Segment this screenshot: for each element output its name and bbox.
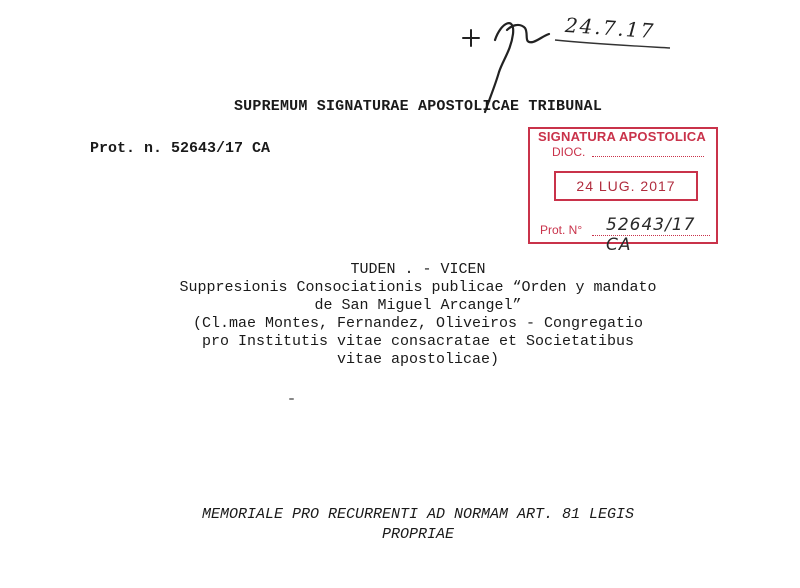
case-line: TUDEN . - VICEN (350, 261, 486, 278)
case-line: de San Miguel Arcangel” (314, 297, 522, 314)
memoriale-heading (0, 505, 800, 545)
scan-speck (289, 398, 294, 400)
memoriale-line: MEMORIALE PRO RECURRENTI AD NORMAM ART. 81 LEGIS (201, 506, 635, 523)
stamp-header: SIGNATURA APOSTOLICA (538, 129, 706, 144)
handwritten-date: 24.7.17 (564, 12, 657, 44)
case-line: vitae apostolicae) (336, 351, 500, 368)
case-line: pro Institutis vitae consacratae et Societatibus (201, 333, 635, 350)
stamp-prot-value: 52643/17 CA (606, 215, 696, 255)
stamp-dioc-dotted-line (592, 156, 704, 157)
case-heading (0, 261, 800, 369)
case-line: Suppresionis Consociationis publicae “Orden y mandato (179, 279, 657, 296)
memoriale-line: PROPRIAE (381, 526, 454, 543)
stamp-date: 24 LUG. 2017 (554, 171, 698, 201)
case-line: (Cl.mae Montes, Fernandez, Oliveiros - Congregatio (192, 315, 644, 332)
tribunal-title: SUPREMUM SIGNATURAE APOSTOLICAE TRIBUNAL (233, 98, 603, 115)
signatura-stamp (528, 127, 718, 255)
stamp-prot-label: Prot. N° (540, 223, 583, 237)
stamp-dioc-label: DIOC. (552, 145, 586, 159)
protocol-number: Prot. n. 52643/17 CA (90, 140, 271, 157)
